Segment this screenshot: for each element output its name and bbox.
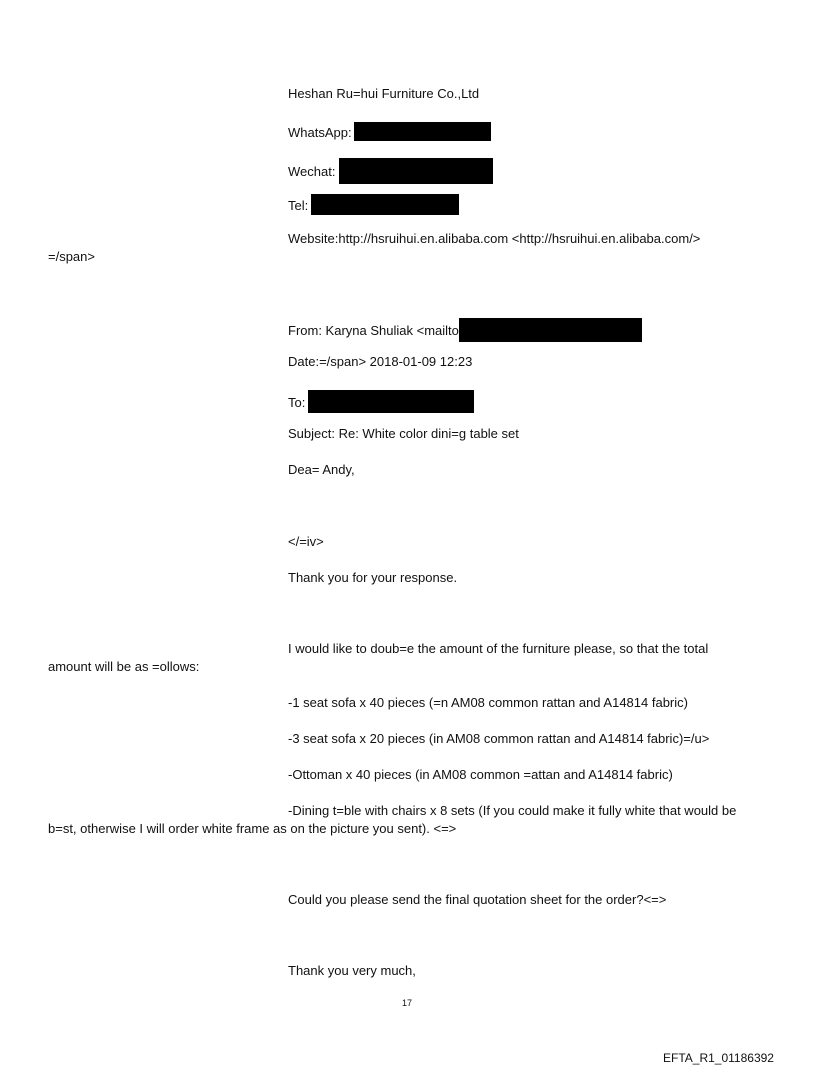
to-redaction — [308, 390, 474, 413]
from-email-redaction — [459, 318, 642, 342]
wechat-label: Wechat: — [288, 164, 336, 179]
list-item: -1 seat sofa x 40 pieces (=n AM08 common rattan and A14814 fabric) — [288, 695, 688, 710]
wechat-line — [288, 158, 493, 184]
div-artifact: </=iv> — [288, 534, 324, 549]
span-artifact: =/span> — [48, 249, 95, 264]
page-number: 17 — [402, 998, 413, 1008]
closing: Thank you very much, — [288, 963, 416, 978]
subject-line: Subject: Re: White color dini=g table set — [288, 426, 519, 441]
greeting: Dea= Andy, — [288, 462, 355, 477]
quotation-request: Could you please send the final quotation sheet for the order?<=> — [288, 892, 667, 907]
list-item: -Dining t=ble with chairs x 8 sets (If you could make it fully white that would be — [288, 803, 737, 818]
whatsapp-line — [288, 122, 491, 141]
to-label: To: — [288, 395, 306, 410]
tel-line — [288, 194, 459, 215]
tel-redaction — [311, 194, 459, 215]
from-label: From: Karyna Shuliak <mailto — [288, 323, 459, 338]
website-line: Website:http://hsruihui.en.alibaba.com <http://hsruihui.en.alibaba.com/> — [288, 231, 701, 246]
thanks-response: Thank you for your response. — [288, 570, 458, 585]
to-line — [288, 390, 474, 413]
wechat-redaction — [339, 158, 493, 184]
whatsapp-redaction — [354, 122, 491, 141]
paragraph-double-line2: amount will be as =ollows: — [48, 659, 200, 674]
tel-label: Tel: — [288, 198, 309, 213]
document-id: EFTA_R1_01186392 — [663, 1051, 774, 1065]
whatsapp-label: WhatsApp: — [288, 125, 352, 140]
date-line: Date:=/span> 2018-01-09 12:23 — [288, 354, 473, 369]
paragraph-double-line1: I would like to doub=e the amount of the furniture please, so that the total — [288, 641, 709, 656]
list-item: -3 seat sofa x 20 pieces (in AM08 common rattan and A14814 fabric)=/u> — [288, 731, 710, 746]
company-name: Heshan Ru=hui Furniture Co.,Ltd — [288, 86, 480, 101]
from-line — [288, 318, 642, 342]
list-item-continuation: b=st, otherwise I will order white frame as on the picture you sent). <=> — [48, 821, 457, 836]
list-item: -Ottoman x 40 pieces (in AM08 common =attan and A14814 fabric) — [288, 767, 673, 782]
